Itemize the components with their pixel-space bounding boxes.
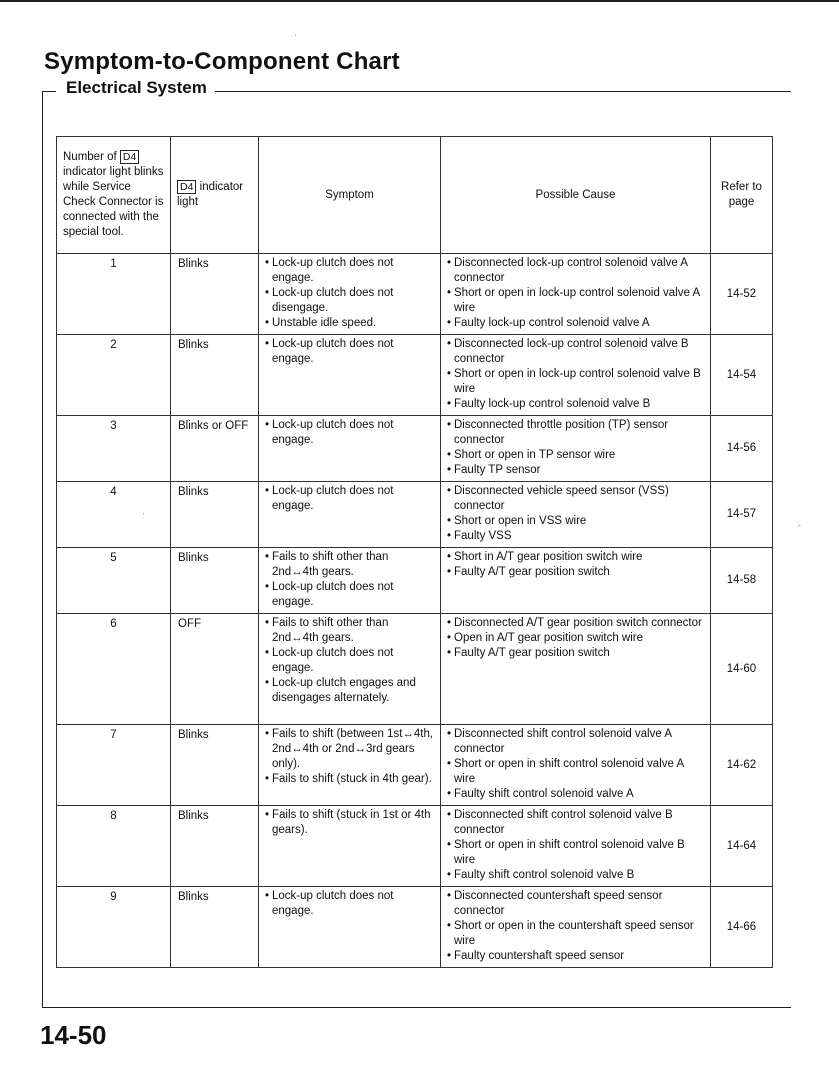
symptom-chart-table [56,136,773,968]
scan-speck: · [294,30,297,40]
cause-item: • Faulty countershaft speed sensor [445,949,706,964]
symptom-cell [259,614,441,725]
symptom-item: • Fails to shift (stuck in 4th gear). [263,772,436,787]
cause-cell [441,482,711,548]
symptom-item: • Lock-up clutch engages and disengages alternately. [263,676,436,706]
cause-item: • Faulty shift control solenoid valve B [445,868,706,883]
header-number-post: indicator light blinks while Service Check Connector is connected with the special tool. [63,166,164,238]
cause-cell [441,416,711,482]
blink-count: 8 [57,806,171,887]
blink-count: 1 [57,254,171,335]
cause-cell [441,725,711,806]
cause-cell [441,335,711,416]
scan-speck: - [798,520,801,530]
table-row [57,254,773,335]
cause-cell [441,614,711,725]
symptom-cell [259,725,441,806]
header-refer-to-page: Refer to page [711,137,773,254]
cause-item: • Disconnected throttle position (TP) sensor connector [445,418,706,448]
header-number-pre: Number of [63,151,117,163]
section-title: Electrical System [56,78,215,98]
cause-item: • Short or open in shift control solenoid valve B wire [445,838,706,868]
cause-item: • Short in A/T gear position switch wire [445,550,706,565]
symptom-item: • Lock-up clutch does not engage. [263,646,436,676]
cause-item: • Disconnected shift control solenoid valve B connector [445,808,706,838]
cause-item: • Faulty A/T gear position switch [445,565,706,580]
symptom-item: • Lock-up clutch does not disengage. [263,286,436,316]
blink-count: 7 [57,725,171,806]
refer-page: 14-62 [711,725,773,806]
symptom-cell [259,335,441,416]
symptom-item: • Fails to shift other than 2nd↔4th gears. [263,616,436,646]
page-number: 14-50 [40,1020,107,1050]
cause-item: • Open in A/T gear position switch wire [445,631,706,646]
indicator-state: Blinks [171,887,259,968]
cause-cell [441,548,711,614]
refer-page: 14-54 [711,335,773,416]
symptom-item: • Fails to shift (between 1st↔4th, 2nd↔4th or 2nd↔3rd gears only). [263,727,436,772]
cause-item: • Short or open in VSS wire [445,514,706,529]
table-row [57,548,773,614]
cause-item: • Disconnected A/T gear position switch connector [445,616,706,631]
cause-item: • Faulty lock-up control solenoid valve B [445,397,706,412]
refer-page: 14-52 [711,254,773,335]
cause-item: • Disconnected lock-up control solenoid valve B connector [445,337,706,367]
blink-count: 2 [57,335,171,416]
cause-cell [441,254,711,335]
symptom-cell [259,548,441,614]
cause-item: • Short or open in TP sensor wire [445,448,706,463]
table-body [57,254,773,968]
cause-item: • Faulty lock-up control solenoid valve A [445,316,706,331]
indicator-state: Blinks [171,725,259,806]
indicator-state: Blinks or OFF [171,416,259,482]
blink-count: 5 [57,548,171,614]
cause-item: • Faulty A/T gear position switch [445,646,706,661]
cause-item: • Short or open in the countershaft speed sensor wire [445,919,706,949]
blink-count: 9 [57,887,171,968]
symptom-item: • Unstable idle speed. [263,316,436,331]
cause-item: • Faulty TP sensor [445,463,706,478]
refer-page: 14-58 [711,548,773,614]
symptom-item: • Lock-up clutch does not engage. [263,418,436,448]
cause-item: • Disconnected shift control solenoid valve A connector [445,727,706,757]
header-indicator [171,137,259,254]
header-possible-cause: Possible Cause [441,137,711,254]
symptom-item: • Lock-up clutch does not engage. [263,484,436,514]
symptom-cell [259,806,441,887]
scan-speck: · [142,508,145,518]
symptom-item: • Lock-up clutch does not engage. [263,337,436,367]
symptom-item: • Lock-up clutch does not engage. [263,889,436,919]
cause-item: • Faulty VSS [445,529,706,544]
symptom-item: • Lock-up clutch does not engage. [263,580,436,610]
table-row [57,806,773,887]
indicator-state: Blinks [171,548,259,614]
indicator-state: Blinks [171,254,259,335]
indicator-state: OFF [171,614,259,725]
blink-count: 3 [57,416,171,482]
refer-page: 14-66 [711,887,773,968]
table-row [57,725,773,806]
cause-item: • Disconnected vehicle speed sensor (VSS) connector [445,484,706,514]
symptom-item: • Fails to shift (stuck in 1st or 4th gears). [263,808,436,838]
refer-page: 14-64 [711,806,773,887]
top-rule [0,0,839,2]
refer-page: 14-60 [711,614,773,725]
cause-item: • Short or open in lock-up control solenoid valve B wire [445,367,706,397]
bottom-rule [42,1007,791,1008]
cause-cell [441,887,711,968]
symptom-item: • Lock-up clutch does not engage. [263,256,436,286]
symptom-cell [259,416,441,482]
cause-item: • Faulty shift control solenoid valve A [445,787,706,802]
indicator-state: Blinks [171,335,259,416]
left-margin-rule [42,91,43,1008]
symptom-cell [259,887,441,968]
page-title: Symptom-to-Component Chart [44,48,400,75]
header-symptom: Symptom [259,137,441,254]
table-row [57,482,773,548]
symptom-cell [259,254,441,335]
refer-page: 14-57 [711,482,773,548]
refer-page: 14-56 [711,416,773,482]
cause-item: • Short or open in lock-up control solenoid valve A wire [445,286,706,316]
header-number [57,137,171,254]
table-row [57,614,773,725]
d4-indicator-badge: D4 [120,150,139,164]
cause-item: • Short or open in shift control solenoid valve A wire [445,757,706,787]
cause-item: • Disconnected countershaft speed sensor connector [445,889,706,919]
table-row [57,335,773,416]
cause-cell [441,806,711,887]
indicator-state: Blinks [171,482,259,548]
blink-count: 6 [57,614,171,725]
header-row [57,137,773,254]
table-row [57,887,773,968]
indicator-state: Blinks [171,806,259,887]
d4-indicator-badge: D4 [177,180,196,194]
symptom-cell [259,482,441,548]
symptom-item: • Fails to shift other than 2nd↔4th gears. [263,550,436,580]
blink-count: 4 [57,482,171,548]
cause-item: • Disconnected lock-up control solenoid valve A connector [445,256,706,286]
header-indicator-post: indicator light [177,181,244,208]
table-row [57,416,773,482]
